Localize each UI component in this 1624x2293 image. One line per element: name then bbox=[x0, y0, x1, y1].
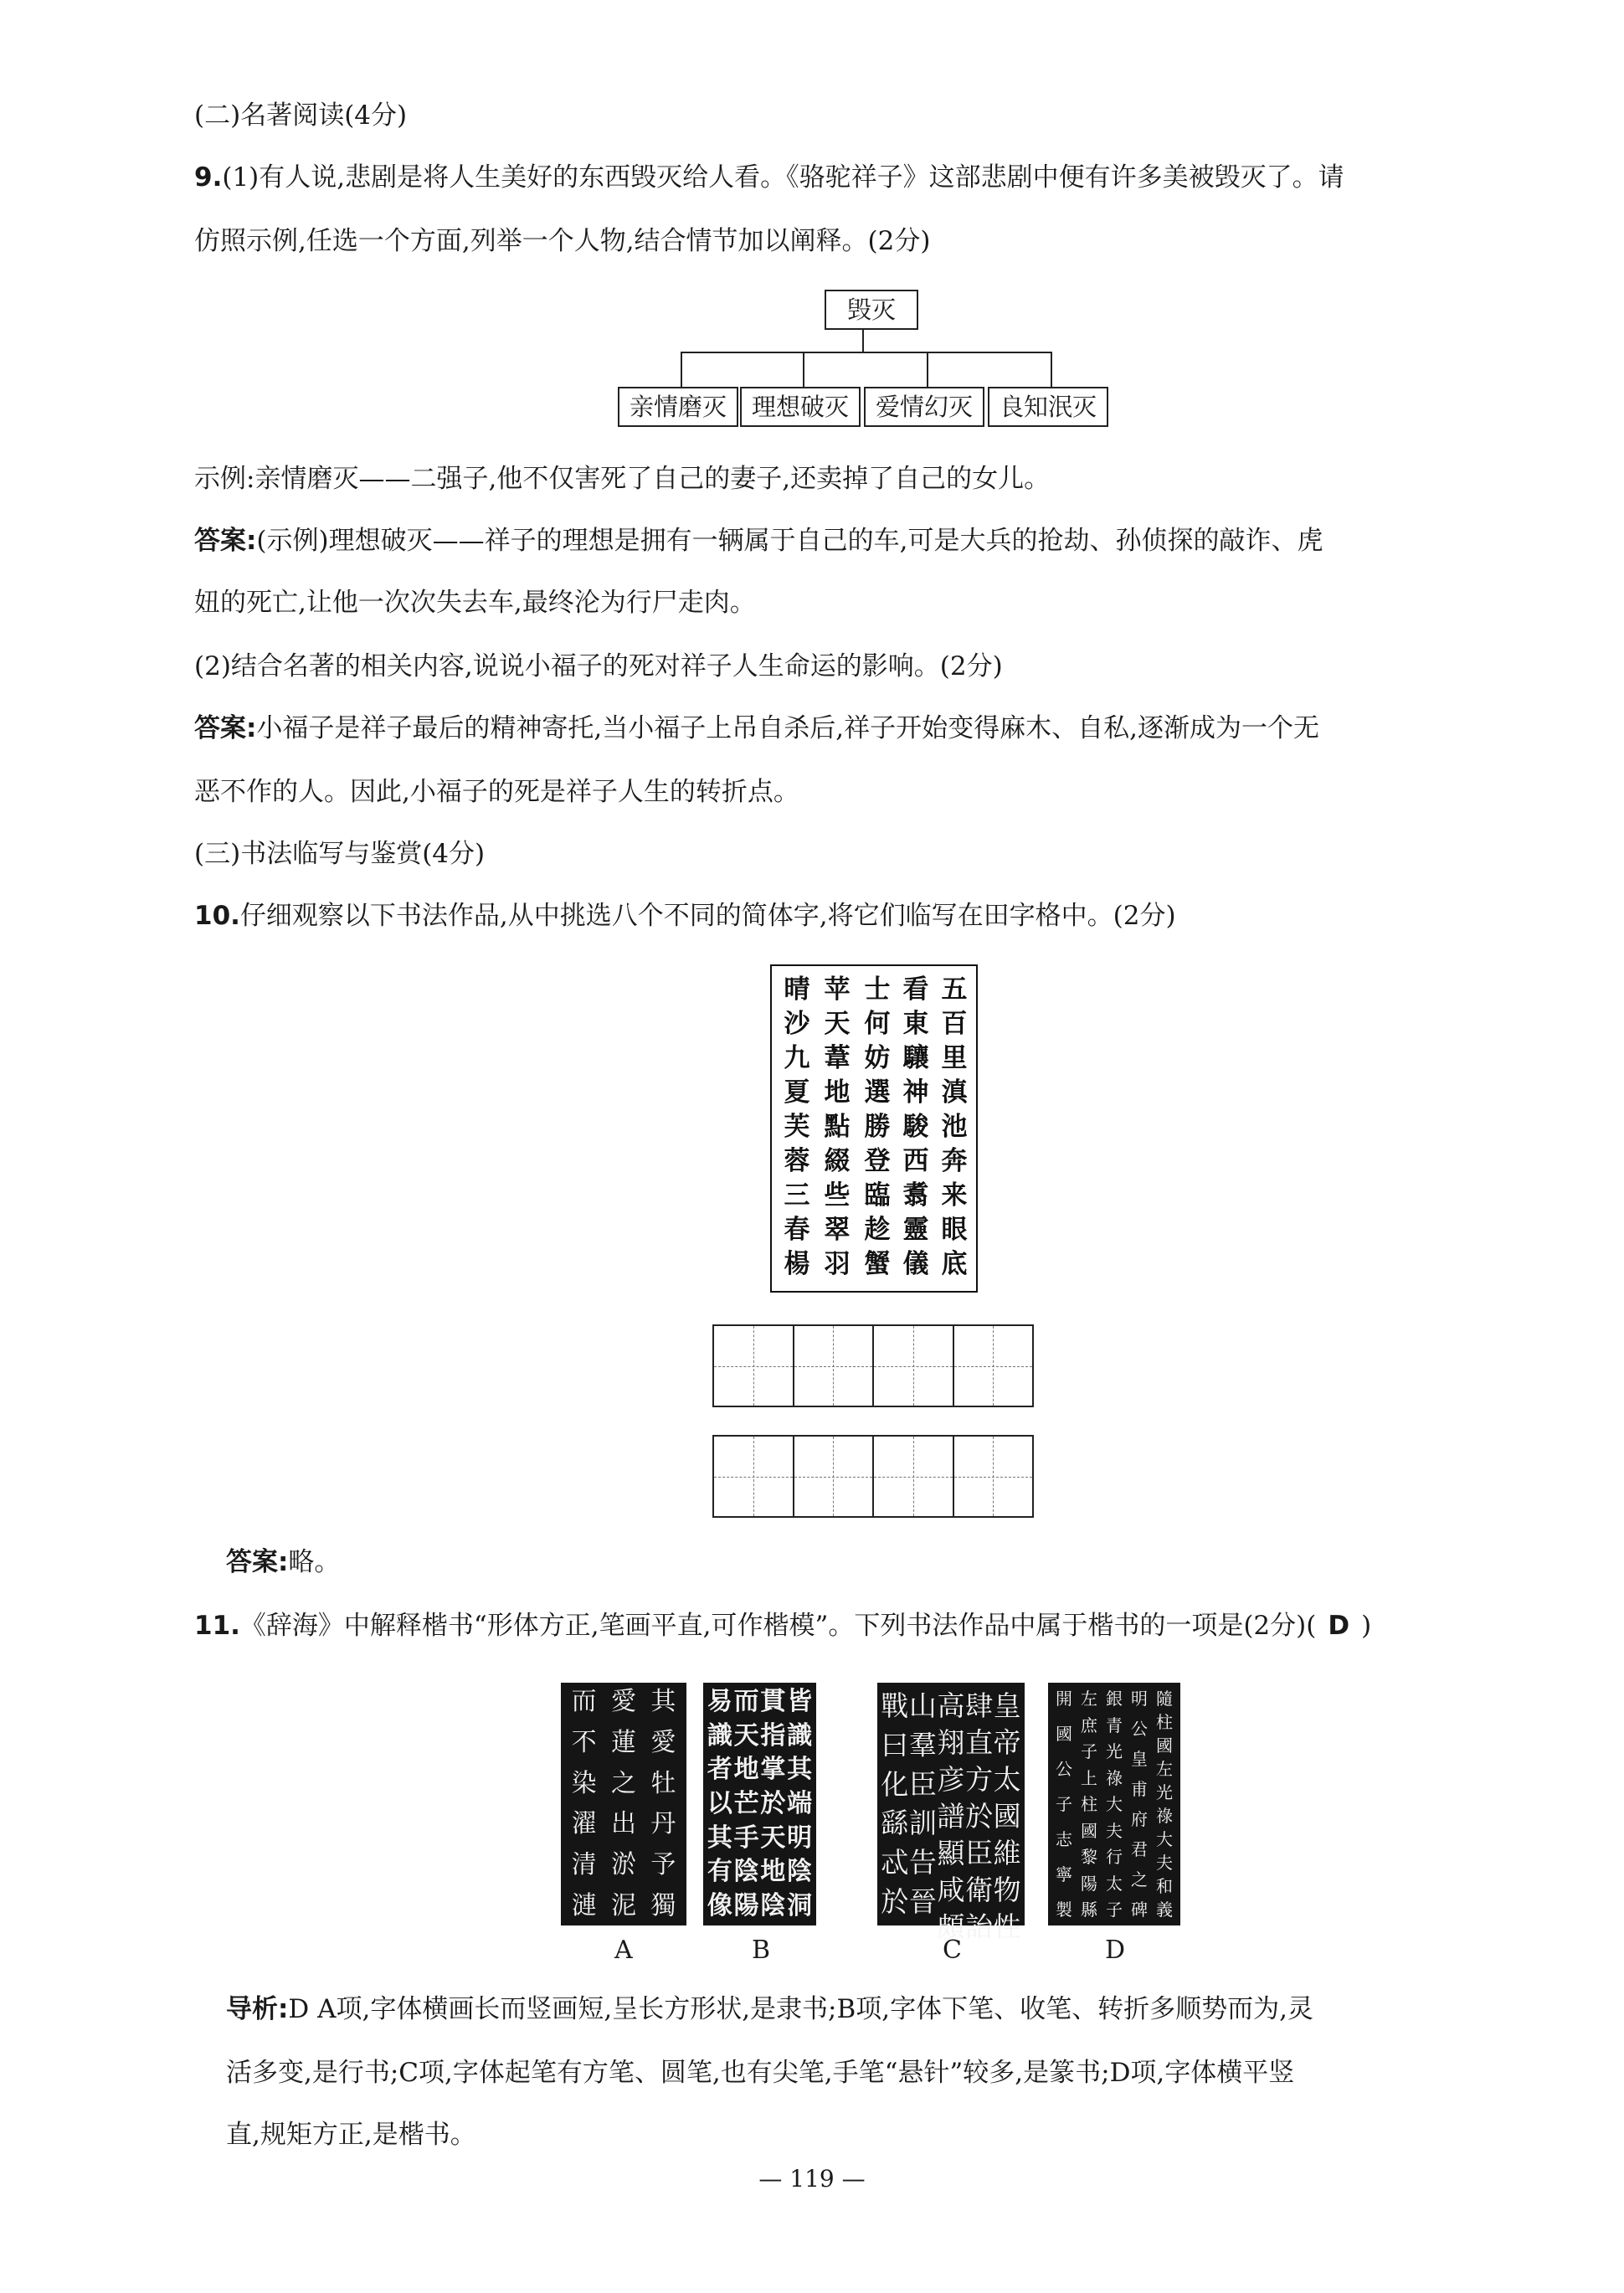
sample-character: 於 bbox=[881, 1884, 909, 1918]
sample-character: 頗 bbox=[937, 1910, 965, 1943]
sample-character: 濯 bbox=[571, 1809, 597, 1839]
q9-answer1-line2: 妞的死亡,让他一次次失去车,最终沦为行尸走肉。 bbox=[194, 588, 756, 618]
q10-text: 仔细观察以下书法作品,从中挑选八个不同的简体字,将它们临写在田字格中。(2分) bbox=[239, 901, 1176, 931]
q11-text: 《辞海》中解释楷书“形体方正,笔画平直,可作楷模”。下列书法作品中属于楷书的一项是(2分)( bbox=[239, 1611, 1317, 1641]
calligraphy-column bbox=[861, 973, 894, 1282]
calligraphy-character: 士 bbox=[864, 974, 891, 1005]
sample-column bbox=[787, 1688, 812, 1920]
analysis-label: 导析: bbox=[226, 1994, 289, 2024]
sample-character: 愛 bbox=[610, 1687, 636, 1716]
sample-character: 開 bbox=[1056, 1689, 1072, 1709]
sample-character: 府 bbox=[1131, 1809, 1148, 1829]
sample-character: 太 bbox=[1106, 1873, 1123, 1894]
sample-character: 丹 bbox=[650, 1809, 676, 1839]
sample-character: 寧 bbox=[1056, 1864, 1072, 1884]
sample-character: 山 bbox=[908, 1689, 937, 1722]
sample-character: 告 bbox=[908, 1846, 937, 1879]
sample-character: 物 bbox=[993, 1874, 1021, 1906]
sample-character: 不 bbox=[571, 1727, 597, 1757]
sample-character: 戰 bbox=[881, 1689, 909, 1722]
sample-character: 手 bbox=[733, 1823, 759, 1853]
section-3-title: (三)书法临写与鉴赏(4分) bbox=[194, 839, 486, 869]
sample-character: 高 bbox=[937, 1689, 965, 1722]
calligraphy-character: 楊 bbox=[784, 1249, 810, 1279]
calligraphy-character: 臨 bbox=[864, 1180, 891, 1211]
calligraphy-character: 五 bbox=[941, 974, 968, 1005]
sample-character: 彦 bbox=[937, 1763, 965, 1796]
sample-column bbox=[611, 1688, 636, 1920]
sample-character: 出 bbox=[610, 1809, 636, 1839]
q9-answer2-text: 小福子是祥子最后的精神寄托,当小福子上吊自杀后,祥子开始变得麻木、自私,逐渐成为一个无 bbox=[256, 713, 1319, 743]
sample-character: 國 bbox=[1156, 1735, 1173, 1756]
sample-character: 愛 bbox=[650, 1727, 676, 1757]
sample-character: 子 bbox=[1081, 1741, 1097, 1761]
sample-character: 光 bbox=[1106, 1741, 1123, 1761]
sample-character: 蓮 bbox=[610, 1727, 636, 1757]
calligraphy-character: 東 bbox=[902, 1009, 929, 1039]
sample-character: 陽 bbox=[733, 1890, 759, 1920]
sample-character: 泥 bbox=[610, 1890, 636, 1920]
sample-character: 有 bbox=[707, 1857, 732, 1887]
calligraphy-sample-a bbox=[561, 1683, 686, 1925]
sample-character: 青 bbox=[1106, 1715, 1123, 1735]
tianzige-cell[interactable] bbox=[794, 1437, 875, 1516]
calligraphy-character: 驤 bbox=[902, 1043, 929, 1073]
sample-character: 明 bbox=[1131, 1689, 1148, 1709]
calligraphy-column bbox=[820, 973, 854, 1282]
sample-column bbox=[881, 1688, 908, 1920]
sample-character: 維 bbox=[993, 1837, 1021, 1869]
sample-character: 於 bbox=[760, 1788, 786, 1818]
sample-character: 君 bbox=[1131, 1839, 1148, 1859]
q9-part1-text: (1)有人说,悲剧是将人生美好的东西毁灭给人看。《骆驼祥子》这部悲剧中便有许多美被毁灭了。请 bbox=[222, 162, 1344, 193]
q9-answer1-line1 bbox=[194, 524, 1323, 558]
calligraphy-character: 綴 bbox=[824, 1146, 851, 1176]
calligraphy-character: 三 bbox=[784, 1180, 810, 1211]
calligraphy-character: 神 bbox=[902, 1077, 929, 1108]
calligraphy-character: 登 bbox=[864, 1146, 891, 1176]
sample-column bbox=[1131, 1688, 1148, 1920]
sample-character: 公 bbox=[1056, 1759, 1072, 1779]
sample-character: 化 bbox=[881, 1767, 909, 1801]
sample-character: 肆 bbox=[965, 1689, 994, 1722]
q11-answer: D bbox=[1328, 1611, 1350, 1641]
sample-character: 左 bbox=[1081, 1689, 1097, 1709]
sample-character: 天 bbox=[733, 1720, 759, 1751]
sample-character: 訓 bbox=[908, 1807, 937, 1840]
sample-character: 晉 bbox=[908, 1884, 937, 1918]
sample-character: 方 bbox=[965, 1763, 994, 1796]
sample-character: 其 bbox=[707, 1823, 732, 1853]
tianzige-cell[interactable] bbox=[954, 1326, 1033, 1406]
sample-character: 子 bbox=[1056, 1794, 1072, 1814]
calligraphy-character: 里 bbox=[941, 1043, 968, 1073]
sample-character: 夫 bbox=[1106, 1820, 1123, 1841]
sample-column bbox=[760, 1688, 785, 1920]
sample-character: 左 bbox=[1156, 1759, 1173, 1779]
sample-character: 繇 bbox=[881, 1807, 909, 1840]
sample-character: 之 bbox=[1131, 1869, 1148, 1889]
sample-label-c: C bbox=[943, 1936, 962, 1965]
sample-character: 大 bbox=[1156, 1829, 1173, 1849]
sample-character: 太 bbox=[993, 1763, 1021, 1796]
tianzige-cell[interactable] bbox=[874, 1437, 954, 1516]
sample-character: 陰 bbox=[733, 1857, 759, 1887]
sample-character: 公 bbox=[1131, 1719, 1148, 1739]
q9-answer2-line2: 恶不作的人。因此,小福子的死是祥子人生的转折点。 bbox=[194, 777, 799, 807]
sample-character: 而 bbox=[571, 1687, 597, 1716]
q9-example: 示例:亲情磨灭——二强子,他不仅害死了自己的妻子,还卖掉了自己的女儿。 bbox=[194, 464, 1051, 494]
sample-character: 淤 bbox=[610, 1850, 636, 1880]
calligraphy-sample-c bbox=[877, 1683, 1025, 1943]
sample-character: 帝 bbox=[993, 1726, 1021, 1759]
sample-character: 獨 bbox=[650, 1890, 676, 1920]
sample-character: 像 bbox=[707, 1890, 732, 1920]
sample-column bbox=[909, 1688, 937, 1920]
answer-label: 答案: bbox=[194, 526, 257, 556]
sample-character: 志 bbox=[1056, 1829, 1072, 1849]
sample-column bbox=[707, 1688, 732, 1920]
sample-character: 黎 bbox=[1081, 1847, 1097, 1867]
calligraphy-character: 蓉 bbox=[784, 1146, 810, 1176]
q11-text-line bbox=[194, 1609, 1371, 1643]
q9-number: 9. bbox=[194, 162, 223, 193]
sample-character: 隨 bbox=[1156, 1689, 1173, 1709]
sample-character: 掌 bbox=[760, 1755, 786, 1785]
q11-text-close: ) bbox=[1361, 1611, 1372, 1641]
calligraphy-character: 晴 bbox=[784, 974, 810, 1005]
sample-column bbox=[1056, 1688, 1072, 1920]
calligraphy-character: 葦 bbox=[824, 1043, 851, 1073]
sample-character: 衛 bbox=[965, 1874, 994, 1906]
sample-column bbox=[1106, 1688, 1123, 1920]
sample-character: 碑 bbox=[1131, 1900, 1148, 1920]
calligraphy-character: 妨 bbox=[864, 1043, 891, 1073]
sample-column bbox=[1081, 1688, 1097, 1920]
sample-character: 其 bbox=[787, 1755, 813, 1785]
sample-character: 義 bbox=[1156, 1900, 1173, 1920]
diagram-connector bbox=[681, 352, 682, 387]
sample-character: 國 bbox=[1081, 1820, 1097, 1841]
sample-character: 皇 bbox=[993, 1689, 1021, 1722]
sample-character: 國 bbox=[1056, 1724, 1072, 1744]
sample-character: 甫 bbox=[1131, 1779, 1148, 1799]
q10-text-line bbox=[194, 899, 1176, 933]
q9-part1-line1 bbox=[194, 161, 1344, 194]
sample-character: 清 bbox=[571, 1850, 597, 1880]
q11-analysis-text: D A项,字体横画长而竖画短,呈长方形状,是隶书;B项,字体下笔、收笔、转折多顺势而为,灵 bbox=[288, 1994, 1313, 2024]
page-number: — 119 — bbox=[758, 2165, 866, 2193]
sample-label-a: A bbox=[614, 1936, 633, 1965]
calligraphy-character: 池 bbox=[941, 1112, 968, 1142]
sample-character: 予 bbox=[650, 1850, 676, 1880]
q9-part1-line2: 仿照示例,任选一个方面,列举一个人物,结合情节加以阐释。(2分) bbox=[194, 226, 931, 256]
q11-analysis-line2: 活多变,是行书;C项,字体起笔有方笔、圆笔,也有尖笔,手笔“悬针”较多,是篆书;D项,字体横平竖 bbox=[226, 2058, 1295, 2088]
sample-character: 顯 bbox=[937, 1837, 965, 1869]
section-2-title: (二)名著阅读(4分) bbox=[194, 100, 408, 131]
calligraphy-column bbox=[938, 973, 971, 1282]
diagram-child-box: 理想破灭 bbox=[740, 387, 861, 427]
diagram-child-box: 良知泯灭 bbox=[988, 387, 1108, 427]
sample-character: 端 bbox=[787, 1788, 813, 1818]
sample-character: 識 bbox=[787, 1720, 813, 1751]
calligraphy-character: 西 bbox=[902, 1146, 929, 1176]
q10-answer-text: 略。 bbox=[288, 1547, 341, 1577]
sample-character: 漣 bbox=[571, 1890, 597, 1920]
calligraphy-character: 駿 bbox=[902, 1112, 929, 1142]
sample-character: 夫 bbox=[1156, 1853, 1173, 1873]
sample-character: 陽 bbox=[1081, 1873, 1097, 1894]
sample-character: 指 bbox=[760, 1720, 786, 1751]
calligraphy-character: 芙 bbox=[784, 1112, 810, 1142]
calligraphy-character: 天 bbox=[824, 1009, 851, 1039]
sample-character: 庶 bbox=[1081, 1715, 1097, 1735]
sample-character: 臣 bbox=[908, 1767, 937, 1801]
sample-character: 羣 bbox=[908, 1728, 937, 1761]
calligraphy-character: 地 bbox=[824, 1077, 851, 1108]
calligraphy-character: 趁 bbox=[864, 1215, 891, 1245]
tianzige-cell[interactable] bbox=[954, 1437, 1033, 1516]
q11-analysis-line3: 直,规矩方正,是楷书。 bbox=[226, 2120, 476, 2150]
sample-column bbox=[1156, 1688, 1173, 1920]
sample-character: 地 bbox=[733, 1755, 759, 1785]
calligraphy-sample-d bbox=[1048, 1683, 1180, 1925]
calligraphy-column bbox=[780, 973, 814, 1282]
calligraphy-character: 来 bbox=[941, 1180, 968, 1211]
q11-analysis-line1 bbox=[226, 1992, 1313, 2026]
sample-column bbox=[993, 1688, 1021, 1943]
sample-character: 詒 bbox=[965, 1910, 994, 1943]
calligraphy-character: 春 bbox=[784, 1215, 810, 1245]
calligraphy-character: 看 bbox=[902, 974, 929, 1005]
sample-character: 柱 bbox=[1156, 1712, 1173, 1732]
sample-character: 貫 bbox=[760, 1687, 786, 1716]
calligraphy-character: 翠 bbox=[824, 1215, 851, 1245]
sample-character: 地 bbox=[760, 1857, 786, 1887]
calligraphy-character: 沙 bbox=[784, 1009, 810, 1039]
calligraphy-character: 翥 bbox=[902, 1180, 929, 1211]
answer-label: 答案: bbox=[194, 713, 257, 743]
sample-character: 祿 bbox=[1156, 1806, 1173, 1826]
sample-character: 明 bbox=[787, 1823, 813, 1853]
sample-character: 柱 bbox=[1081, 1794, 1097, 1814]
sample-character: 洞 bbox=[787, 1890, 813, 1920]
sample-character: 曰 bbox=[881, 1728, 909, 1761]
tianzige-grid-row-2 bbox=[712, 1435, 1034, 1518]
tianzige-cell[interactable] bbox=[794, 1326, 875, 1406]
sample-character: 於 bbox=[965, 1800, 994, 1833]
calligraphy-character: 百 bbox=[941, 1009, 968, 1039]
diagram-child-box: 亲情磨灭 bbox=[618, 387, 738, 427]
sample-character: 縣 bbox=[1081, 1900, 1097, 1920]
calligraphy-character: 苹 bbox=[824, 974, 851, 1005]
tianzige-grid-row-1 bbox=[712, 1324, 1034, 1407]
diagram-connector bbox=[927, 352, 928, 387]
sample-character: 翔 bbox=[937, 1726, 965, 1759]
sample-character: 和 bbox=[1156, 1876, 1173, 1896]
sample-character: 忒 bbox=[881, 1846, 909, 1879]
sample-character: 性 bbox=[993, 1910, 1021, 1943]
sample-character: 而 bbox=[733, 1687, 759, 1716]
sample-character: 製 bbox=[1056, 1900, 1072, 1920]
diagram-root-box: 毁灭 bbox=[825, 290, 918, 330]
calligraphy-character: 選 bbox=[864, 1077, 891, 1108]
sample-character: 祿 bbox=[1106, 1767, 1123, 1788]
diagram-connector bbox=[803, 352, 804, 387]
calligraphy-character: 何 bbox=[864, 1009, 891, 1039]
sample-label-b: B bbox=[752, 1936, 771, 1965]
sample-character: 光 bbox=[1156, 1782, 1173, 1802]
q9-answer2-line1 bbox=[194, 712, 1319, 745]
q10-number: 10. bbox=[194, 901, 240, 931]
sample-character: 臣 bbox=[965, 1837, 994, 1869]
sample-character: 牡 bbox=[650, 1768, 676, 1798]
sample-character: 國 bbox=[993, 1800, 1021, 1833]
sample-character: 芒 bbox=[733, 1788, 759, 1818]
sample-label-d: D bbox=[1105, 1936, 1126, 1965]
tianzige-cell[interactable] bbox=[874, 1326, 954, 1406]
sample-character: 皇 bbox=[1131, 1749, 1148, 1769]
calligraphy-character: 蟹 bbox=[864, 1249, 891, 1279]
calligraphy-character: 些 bbox=[824, 1180, 851, 1211]
sample-character: 直 bbox=[965, 1726, 994, 1759]
sample-character: 之 bbox=[610, 1768, 636, 1798]
sample-character: 大 bbox=[1106, 1794, 1123, 1814]
calligraphy-column bbox=[899, 973, 933, 1282]
diagram-connector bbox=[862, 330, 864, 353]
calligraphy-character: 九 bbox=[784, 1043, 810, 1073]
sample-character: 子 bbox=[1106, 1900, 1123, 1920]
sample-character: 易 bbox=[707, 1687, 732, 1716]
sample-character: 以 bbox=[707, 1788, 732, 1818]
sample-character: 皆 bbox=[787, 1687, 813, 1716]
calligraphy-artwork bbox=[770, 964, 978, 1293]
sample-character: 陰 bbox=[787, 1857, 813, 1887]
calligraphy-character: 奔 bbox=[941, 1146, 968, 1176]
sample-character: 銀 bbox=[1106, 1689, 1123, 1709]
q9-answer1-text: (示例)理想破灭——祥子的理想是拥有一辆属于自己的车,可是大兵的抢劫、孙侦探的敲诈、虎 bbox=[256, 526, 1323, 556]
sample-column bbox=[572, 1688, 597, 1920]
sample-character: 染 bbox=[571, 1768, 597, 1798]
sample-character: 者 bbox=[707, 1755, 732, 1785]
calligraphy-character: 勝 bbox=[864, 1112, 891, 1142]
calligraphy-sample-b bbox=[703, 1683, 816, 1925]
sample-character: 識 bbox=[707, 1720, 732, 1751]
tianzige-cell[interactable] bbox=[714, 1437, 794, 1516]
sample-character: 譜 bbox=[937, 1800, 965, 1833]
sample-character: 其 bbox=[650, 1687, 676, 1716]
sample-column bbox=[734, 1688, 759, 1920]
sample-column bbox=[965, 1688, 994, 1943]
q9-part2: (2)结合名著的相关内容,说说小福子的死对祥子人生命运的影响。(2分) bbox=[194, 651, 1003, 681]
sample-character: 上 bbox=[1081, 1767, 1097, 1788]
sample-character: 咸 bbox=[937, 1874, 965, 1906]
diagram-connector bbox=[681, 352, 1051, 353]
calligraphy-character: 眼 bbox=[941, 1215, 968, 1245]
calligraphy-character: 儀 bbox=[902, 1249, 929, 1279]
sample-character: 陰 bbox=[760, 1890, 786, 1920]
tianzige-cell[interactable] bbox=[714, 1326, 794, 1406]
q10-answer bbox=[226, 1545, 340, 1579]
answer-label: 答案: bbox=[226, 1547, 289, 1577]
sample-character: 行 bbox=[1106, 1847, 1123, 1867]
calligraphy-character: 羽 bbox=[824, 1249, 851, 1279]
calligraphy-character: 靈 bbox=[902, 1215, 929, 1245]
diagram-child-box: 爱情幻灭 bbox=[864, 387, 984, 427]
calligraphy-character: 滇 bbox=[941, 1077, 968, 1108]
q11-number: 11. bbox=[194, 1611, 240, 1641]
calligraphy-character: 底 bbox=[941, 1249, 968, 1279]
calligraphy-character: 點 bbox=[824, 1112, 851, 1142]
calligraphy-character: 夏 bbox=[784, 1077, 810, 1108]
sample-column bbox=[650, 1688, 676, 1920]
sample-character: 天 bbox=[760, 1823, 786, 1853]
sample-column bbox=[937, 1688, 965, 1943]
diagram-connector bbox=[1051, 352, 1052, 387]
